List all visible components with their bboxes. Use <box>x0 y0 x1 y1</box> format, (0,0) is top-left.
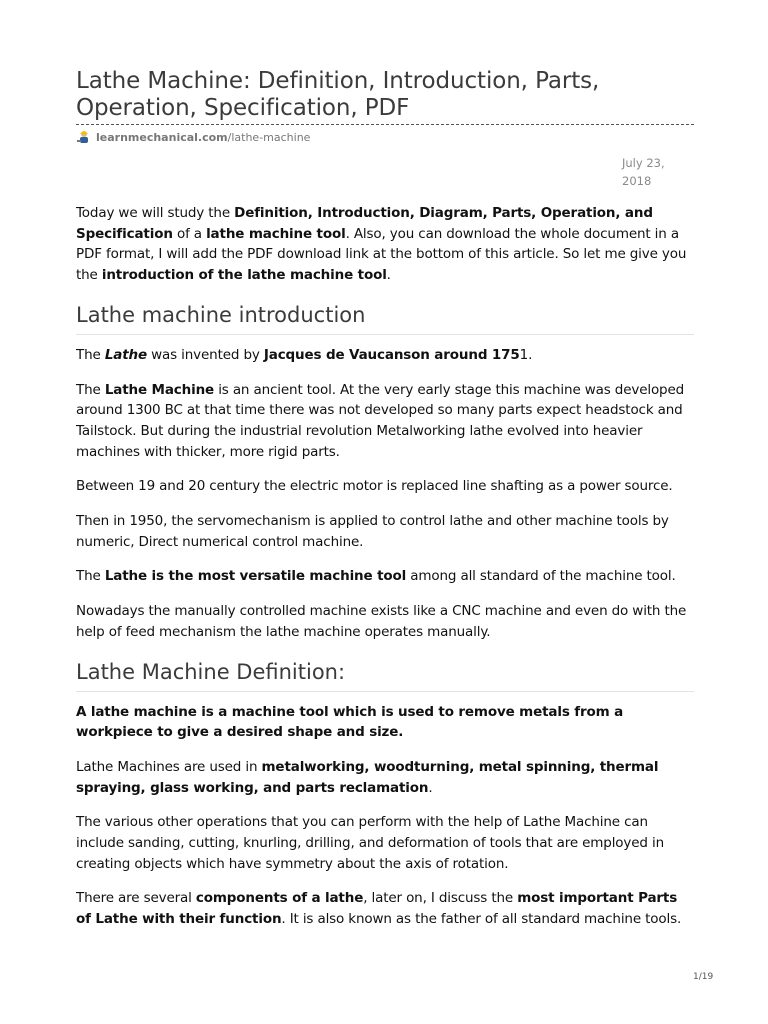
paragraph: Lathe Machines are used in metalworking, woodturning, metal spinning, thermal spraying, glass working, and parts reclamation. <box>76 758 659 796</box>
paragraph: The various other operations that you can perform with the help of Lathe Machine can include sanding, cutting, knurling, drilling, and deformation of tools that are employed in creating objects which have symmetry about the axis of rotation. <box>76 814 664 872</box>
paragraph: The Lathe was invented by Jacques de Vaucanson around 1751. <box>76 346 533 363</box>
source-domain[interactable]: learnmechanical.com <box>96 130 228 144</box>
intro-paragraph: Today we will study the Definition, Introduction, Diagram, Parts, Operation, and Specification of a lathe machine tool. Also, you can download the whole document in a PDF format, I will add the PDF download link at the bottom of this article. So let me give you the introduction of the lathe machine tool. <box>76 205 687 284</box>
section-heading-introduction: Lathe machine introduction <box>76 302 694 335</box>
source-path[interactable]: /lathe-machine <box>227 130 311 144</box>
article-title: Lathe Machine: Definition, Introduction, Parts, Operation, Specification, PDF <box>76 68 600 121</box>
paragraph: Then in 1950, the servomechanism is applied to control lathe and other machine tools by numeric, Direct numerical control machine. <box>76 513 669 550</box>
section-heading-definition: Lathe Machine Definition: <box>76 659 694 692</box>
page-number: 1/19 <box>693 972 714 982</box>
publish-date: July 23, 2018 <box>622 156 665 188</box>
source-link[interactable] <box>76 130 310 144</box>
title-divider <box>76 124 694 125</box>
paragraph: The Lathe is the most versatile machine tool among all standard of the machine tool. <box>76 568 676 585</box>
worker-icon <box>76 130 92 144</box>
paragraph: Between 19 and 20 century the electric motor is replaced line shafting as a power source. <box>76 478 673 495</box>
paragraph: The Lathe Machine is an ancient tool. At the very early stage this machine was developed around 1300 BC at that time there was not developed so many parts expect headstock and Tailstock. But during the industrial revolution Metalworking lathe evolved into heavier machines with thicker, more rigid parts. <box>76 381 685 460</box>
definition-paragraph: A lathe machine is a machine tool which is used to remove metals from a workpiece to give a desired shape and size. <box>76 703 624 741</box>
article-body <box>76 203 694 944</box>
paragraph: Nowadays the manually controlled machine exists like a CNC machine and even do with the help of feed mechanism the lathe machine operates manually. <box>76 603 687 640</box>
paragraph: There are several components of a lathe, later on, I discuss the most important Parts of Lathe with their function. It is also known as the father of all standard machine tools. <box>76 890 682 928</box>
